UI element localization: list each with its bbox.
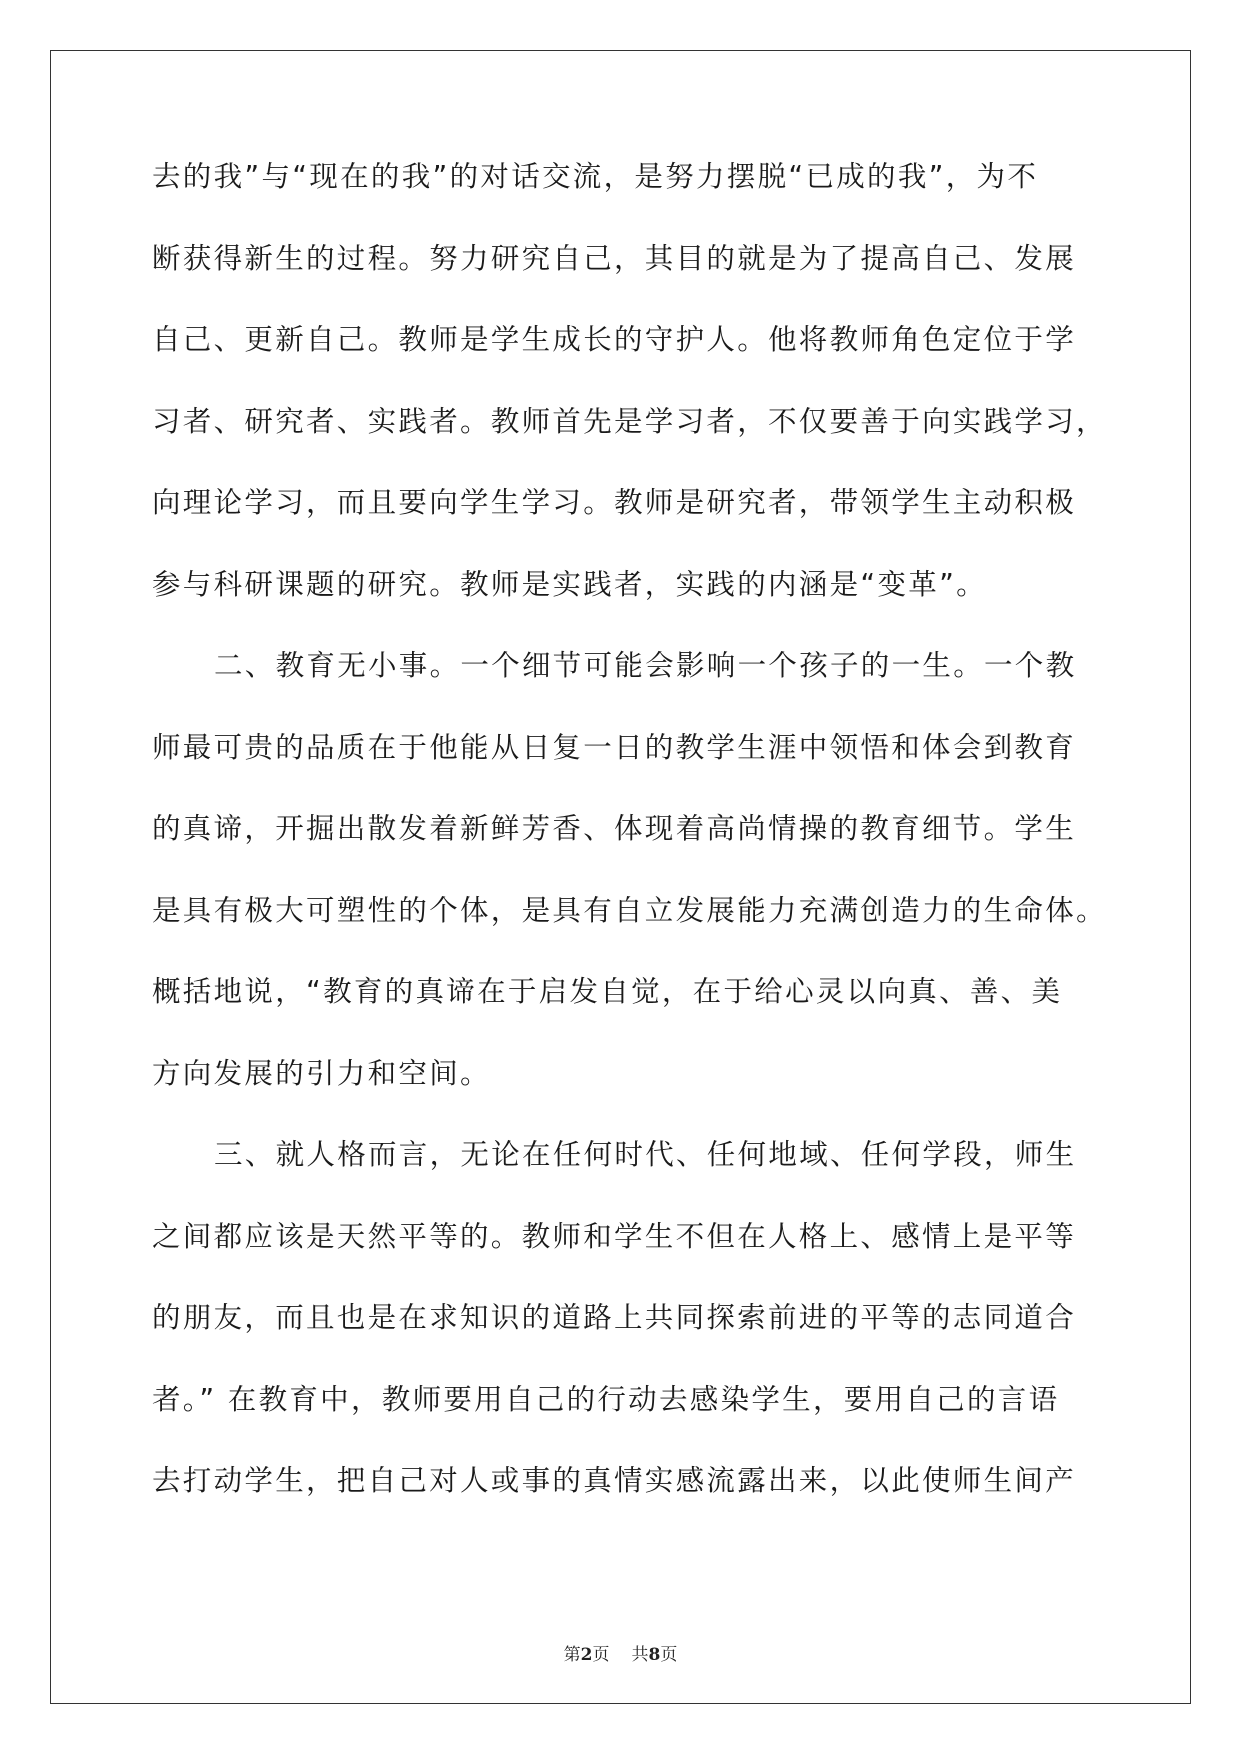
paragraph-start-line: 二、教育无小事。一个细节可能会影响一个孩子的一生。一个教	[214, 649, 1077, 682]
text-line: 的朋友，而且也是在求知识的道路上共同探索前进的平等的志同道合	[152, 1301, 1077, 1334]
total-suffix: 页	[660, 1645, 678, 1665]
text-line: 的真谛，开掘出散发着新鲜芳香、体现着高尚情操的教育细节。学生	[152, 812, 1077, 845]
text-line: 向理论学习，而且要向学生学习。教师是研究者，带领学生主动积极	[152, 486, 1077, 519]
text-line: 是具有极大可塑性的个体，是具有自立发展能力充满创造力的生命体。	[152, 893, 1107, 927]
text-line: 参与科研课题的研究。教师是实践者，实践的内涵是“变革”。	[152, 567, 987, 601]
page-number: 2	[580, 1645, 593, 1665]
document-body	[152, 160, 1107, 1546]
text-line: 自己、更新自己。教师是学生成长的守护人。他将教师角色定位于学	[152, 323, 1077, 356]
text-line: 者。” 在教育中，教师要用自己的行动去感染学生，要用自己的言语	[152, 1382, 1060, 1416]
text-line: 断获得新生的过程。努力研究自己，其目的就是为了提高自己、发展	[152, 241, 1077, 275]
paragraph-start-line: 三、就人格而言，无论在任何时代、任何地域、任何学段，师生	[214, 1138, 1077, 1171]
page-suffix: 页	[592, 1645, 610, 1665]
text-line: 概括地说，“教育的真谛在于启发自觉，在于给心灵以向真、善、美	[152, 975, 1063, 1008]
text-line: 习者、研究者、实践者。教师首先是学习者，不仅要善于向实践学习，	[152, 404, 1107, 438]
page-prefix: 第	[563, 1645, 581, 1665]
text-line: 之间都应该是天然平等的。教师和学生不但在人格上、感情上是平等	[152, 1219, 1077, 1253]
text-line: 去打动学生，把自己对人或事的真情实感流露出来，以此使师生间产	[152, 1464, 1077, 1497]
text-line: 师最可贵的品质在于他能从日复一日的教学生涯中领悟和体会到教育	[152, 730, 1077, 764]
text-line: 去的我”与“现在的我”的对话交流，是努力摆脱“已成的我”，为不	[152, 160, 1039, 193]
text-line: 方向发展的引力和空间。	[152, 1056, 491, 1090]
page-footer	[0, 1640, 1241, 1665]
total-prefix: 共	[631, 1645, 649, 1665]
total-pages: 8	[648, 1645, 661, 1665]
